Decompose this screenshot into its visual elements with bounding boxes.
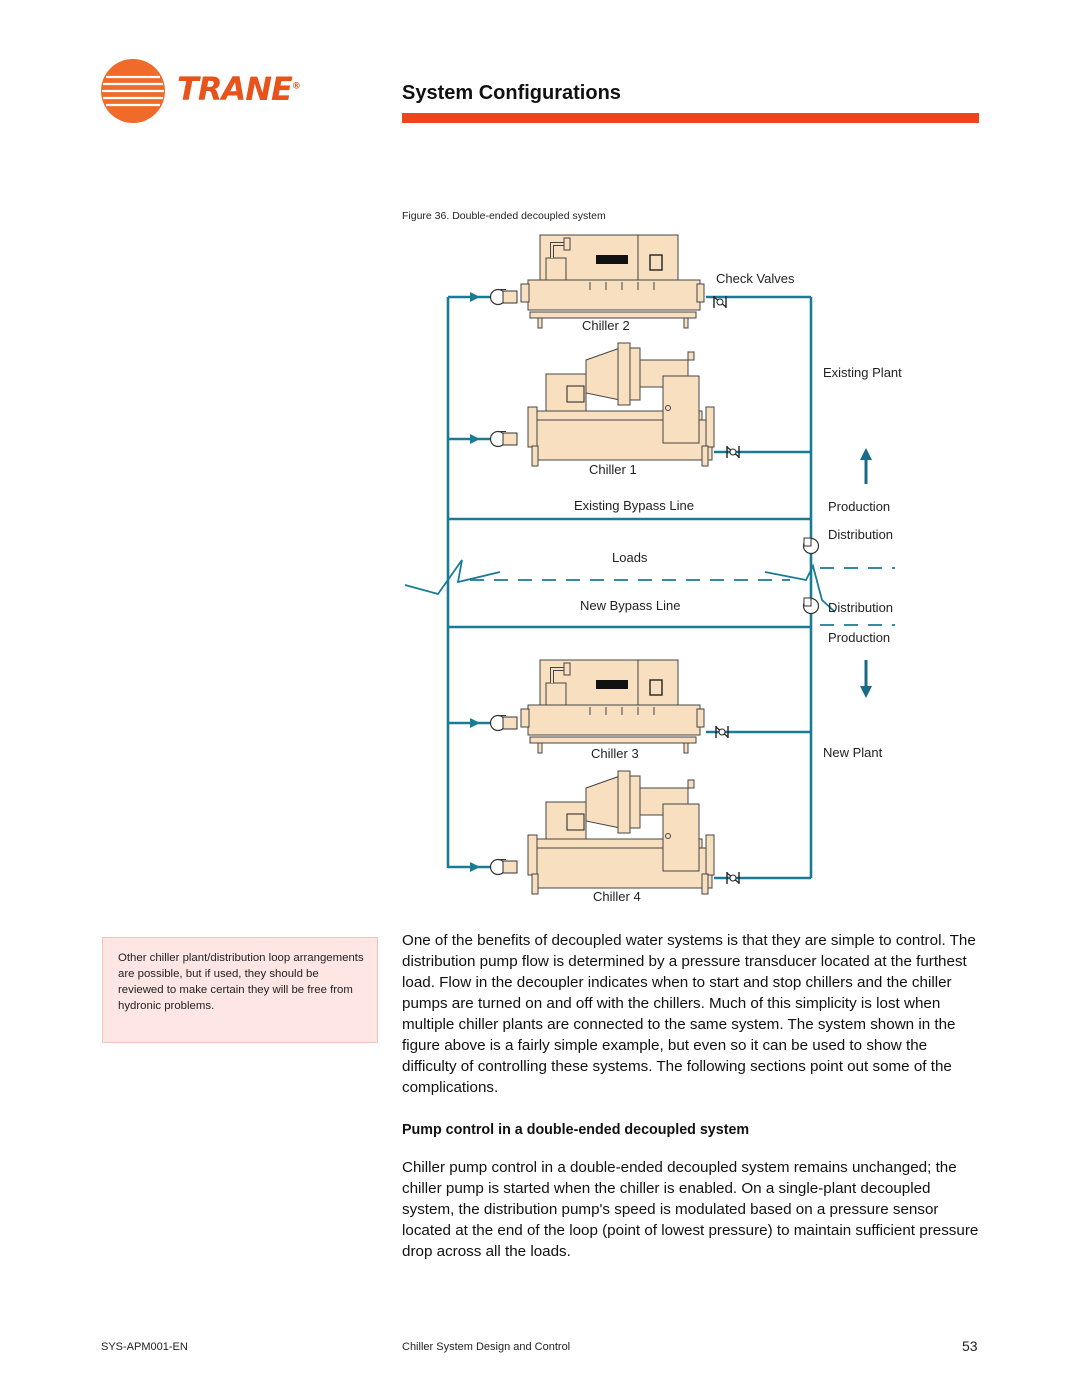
page-number: 53 — [962, 1338, 978, 1354]
chiller-2 — [521, 235, 704, 328]
label-new-bypass-line: New Bypass Line — [580, 598, 681, 613]
down-arrow-icon — [860, 660, 872, 698]
label-new-plant: New Plant — [823, 745, 883, 760]
distribution-pump-icon — [804, 598, 819, 614]
title-rule — [402, 113, 979, 123]
label-distribution-top: Distribution — [828, 527, 894, 542]
label-loads: Loads — [612, 550, 648, 565]
body-paragraph-2: Chiller pump control in a double-ended decoupled system remains unchanged; the chiller pump is started when the chiller is enabled. On a single-plant decoupled system, the distribution pump's speed is modulated based on a pressure sensor located at the end of the loop (point of lowest pressure) to maintain sufficient pressure drop across all the loads. — [402, 1159, 979, 1260]
chiller-pump-icon — [491, 716, 518, 731]
chiller-3 — [521, 660, 704, 753]
label-existing-plant: Existing Plant — [823, 365, 902, 380]
chiller-pump-icon — [491, 432, 518, 447]
footer-doc-title: Chiller System Design and Control — [402, 1341, 571, 1353]
label-distribution-bottom: Distribution — [828, 600, 894, 615]
body-paragraph-1: One of the benefits of decoupled water systems is that they are simple to control. The distribution pump flow is determined by a pressure transducer located at the furthest load. Flow in the decoupler indicates when to start and stop chillers and the chiller pumps are turned on and off with the chillers. Much of this simplicity is lost when multiple chiller plants are connected to the same system. The system shown in the figure above is a fairly simple example, but even so it can be used to show the difficulty of controlling these systems. The following sections point out some of the complications. — [402, 932, 976, 1096]
label-check-valves: Check Valves — [716, 271, 795, 286]
label-production-bottom: Production — [828, 630, 891, 645]
section-title: System Configurations — [402, 82, 621, 104]
up-arrow-icon — [860, 448, 872, 484]
label-chiller-2: Chiller 2 — [582, 318, 630, 333]
figure-caption: Figure 36. Double-ended decoupled system — [402, 210, 606, 222]
trane-logo-circle-icon — [100, 58, 166, 124]
chiller-pump-icon — [491, 290, 518, 305]
label-chiller-4: Chiller 4 — [593, 889, 641, 904]
label-existing-bypass-line: Existing Bypass Line — [574, 498, 694, 513]
subheading: Pump control in a double-ended decoupled system — [402, 1122, 750, 1138]
chiller-4 — [528, 771, 714, 894]
label-production-top: Production — [828, 499, 891, 514]
sidebar-note: Other chiller plant/distribution loop arrangements are possible, but if used, they should be reviewed to make certain they will be free from hydronic problems. — [102, 937, 378, 1043]
label-chiller-3: Chiller 3 — [591, 746, 639, 761]
chiller-pump-icon — [491, 860, 518, 875]
decoupled-system-diagram — [395, 225, 935, 915]
distribution-pump-icon — [804, 538, 819, 554]
footer-doc-id: SYS-APM001-EN — [101, 1341, 188, 1353]
brand-logo-text: TRANE® — [177, 70, 300, 108]
chiller-1 — [528, 343, 714, 466]
label-chiller-1: Chiller 1 — [589, 462, 637, 477]
